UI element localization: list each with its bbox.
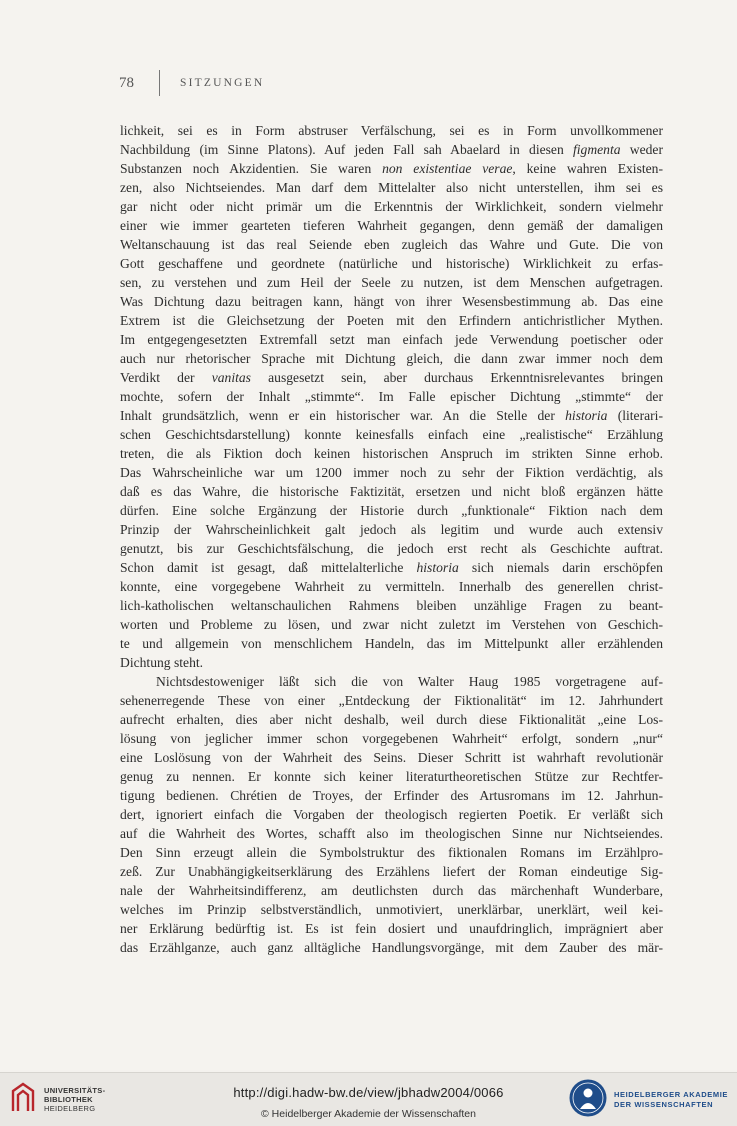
- text-line: genutzt, bis zur Geschichtsfälschung, die jedoch erst recht als Geschichte auftrat.: [120, 541, 663, 556]
- text-line: gar nicht oder nicht primär um die Erkenntnis der Wirklichkeit, sondern vielmehr: [120, 199, 663, 214]
- text-line: aufrecht erhalten, dies aber nicht deshalb, weil durch diese Fiktionalität „eine Los-: [120, 712, 663, 727]
- text-line: dert, ignoriert einfach die Vorgaben der theologisch regierten Poetik. Er verläßt sich: [120, 807, 663, 822]
- text-line: daß es das Wahre, die historische Faktizität, ersetzen und nicht bloß ergänzen hätte: [120, 484, 663, 499]
- text-line: sehenerregende These von einer „Entdeckung der Fiktionalität“ im 12. Jahrhundert: [120, 693, 663, 708]
- running-title: SITZUNGEN: [180, 77, 265, 89]
- text-line: Gott geschaffene und geordnete (natürliche und historische) Wirklichkeit zu erfas-: [120, 256, 663, 271]
- text-line: te und allgemein von menschlichem Handeln, das im Mittelpunkt aller erzählenden: [120, 636, 663, 651]
- viewer-footer: [0, 1072, 737, 1126]
- text-line: Prinzip der Wahrscheinlichkeit galt jedoch als legitim und wurde auch extensiv: [120, 522, 663, 537]
- text-line: konnte, eine vorgegebene Wahrheit zu vermitteln. Innerhalb des generellen christ-: [120, 579, 663, 594]
- text-line: zen, also Nichtseiendes. Man darf dem Mittelalter also nicht unterstellen, ihm sei es: [120, 180, 663, 195]
- text-line: Das Wahrscheinliche war um 1200 immer noch zu sehr der Fiktion verdächtig, als: [120, 465, 663, 480]
- text-line: auf die Wahrheit des Wortes, schafft also im theologischen Sinne nur Nichtseiendes.: [120, 826, 663, 841]
- text-line: auch nur rhetorischer Sprache mit Dichtung gleich, die dann zwar immer noch dem: [120, 351, 663, 366]
- text-line: tigung bedienen. Chrétien de Troyes, der Erfinder des Artusromans im 12. Jahrhun-: [120, 788, 663, 803]
- header-divider: [159, 70, 160, 96]
- running-header: [119, 70, 264, 96]
- text-line: Den Sinn erzeugt allein die Symbolstruktur des fiktionalen Romans im Erzählpro-: [120, 845, 663, 860]
- text-line: eine Loslösung von der Wahrheit des Seins. Dieser Schritt ist wahrhaft revolutionär: [120, 750, 663, 765]
- text-line: mochte, sofern der Inhalt „stimmte“. Im Falle epischer Dichtung „stimmte“ der: [120, 389, 663, 404]
- text-line: Was Dichtung dazu beitragen kann, hängt von ihrer Wesensbestimmung ab. Das eine: [120, 294, 663, 309]
- text-line: welches im Prinzip selbstverständlich, unmotiviert, unerklärbar, unerklärt, weil kei-: [120, 902, 663, 917]
- copyright-notice: © Heidelberger Akademie der Wissenschaften: [261, 1108, 476, 1120]
- text-line: sen, zu verstehen und zum Heil der Seele zu nutzen, ist dem Menschen aufgetragen.: [120, 275, 663, 290]
- text-line: Im entgegengesetzten Extremfall setzt man einfach jede Verwendung poetischer oder: [120, 332, 663, 347]
- text-line: zeß. Zur Unabhängigkeitserklärung des Erzählens liefert der Roman eindeutige Sig-: [120, 864, 663, 879]
- university-library-name[interactable]: UNIVERSITÄTS- BIBLIOTHEK HEIDELBERG: [44, 1086, 106, 1113]
- text-line: Verdikt der vanitas ausgesetzt sein, aber durchaus Erkenntnisrelevantes bringen: [120, 370, 664, 385]
- text-line: Nichtsdestoweniger läßt sich die von Walter Haug 1985 vorgetragene auf-: [156, 674, 663, 689]
- text-line: nale der Wahrheitsindifferenz, am deutlichsten durch das märchenhaft Wunderbare,: [120, 883, 663, 898]
- academy-seal-icon[interactable]: [568, 1078, 608, 1118]
- text-line: ner Erklärung bedürftig ist. Es ist fein dosiert und unaufdringlich, imprägniert aber: [120, 921, 663, 936]
- text-line: schen Geschichtsdarstellung) konnte keinesfalls einfach eine „realistische“ Erzählung: [120, 427, 663, 442]
- text-line: genug zu nennen. Er konnte sich keiner literaturtheoretischen Stütze zur Rechtfer-: [120, 769, 663, 784]
- text-line: Inhalt grundsätzlich, wenn er ein historischer war. An die Stelle der historia (literari-: [120, 408, 663, 423]
- permalink-url[interactable]: http://digi.hadw-bw.de/view/jbhadw2004/0066: [233, 1085, 504, 1100]
- text-line: lich-katholischen weltanschaulichen Rahmens bleiben unzählige Fragen zu beant-: [120, 598, 663, 613]
- body-text: [120, 121, 663, 957]
- text-line: treten, die als Fiktion doch keinen historischen Anspruch im strikten Sinne erhob.: [120, 446, 663, 461]
- text-line: Weltanschauung ist das real Seiende eben zugleich das Wahre und Gute. Die von: [120, 237, 663, 252]
- text-line: das Erzählganze, auch ganz alltägliche Handlungsvorgänge, mit dem Zauber des mär-: [120, 940, 663, 955]
- text-line: Substanzen noch Akzidentien. Sie waren non existentiae verae, keine wahren Existen-: [120, 161, 664, 176]
- text-line: Dichtung steht.: [120, 655, 204, 670]
- text-line: einer wie immer gearteten tieferen Wahrheit gegangen, denn gemäß der damaligen: [120, 218, 663, 233]
- text-line: Schon damit ist gesagt, daß mittelalterliche historia sich niemals darin erschöpfen: [120, 560, 663, 575]
- page-number: 78: [119, 74, 134, 91]
- text-line: Extrem ist die Gleichsetzung der Poeten mit den Erfindern antichristlicher Mythen.: [120, 313, 663, 328]
- text-line: Nachbildung (im Sinne Platons). Auf jeden Fall sah Abaelard in diesen figmenta weder: [120, 142, 663, 157]
- text-line: dürfen. Eine solche Ergänzung der Historie durch „funktionale“ Fiktion nach dem: [120, 503, 663, 518]
- academy-name[interactable]: HEIDELBERGER AKADEMIE DER WISSENSCHAFTEN: [614, 1090, 728, 1109]
- text-line: lösung von jeglicher immer schon vorgegebenen Wahrheit“ erfolgt, sondern „nur“: [120, 731, 663, 746]
- text-line: lichkeit, sei es in Form abstruser Verfälschung, sei es in Form unvollkommener: [120, 123, 663, 138]
- text-line: worten und Probleme zu lösen, und zwar nicht zuletzt im Verstehen von Geschich-: [120, 617, 663, 632]
